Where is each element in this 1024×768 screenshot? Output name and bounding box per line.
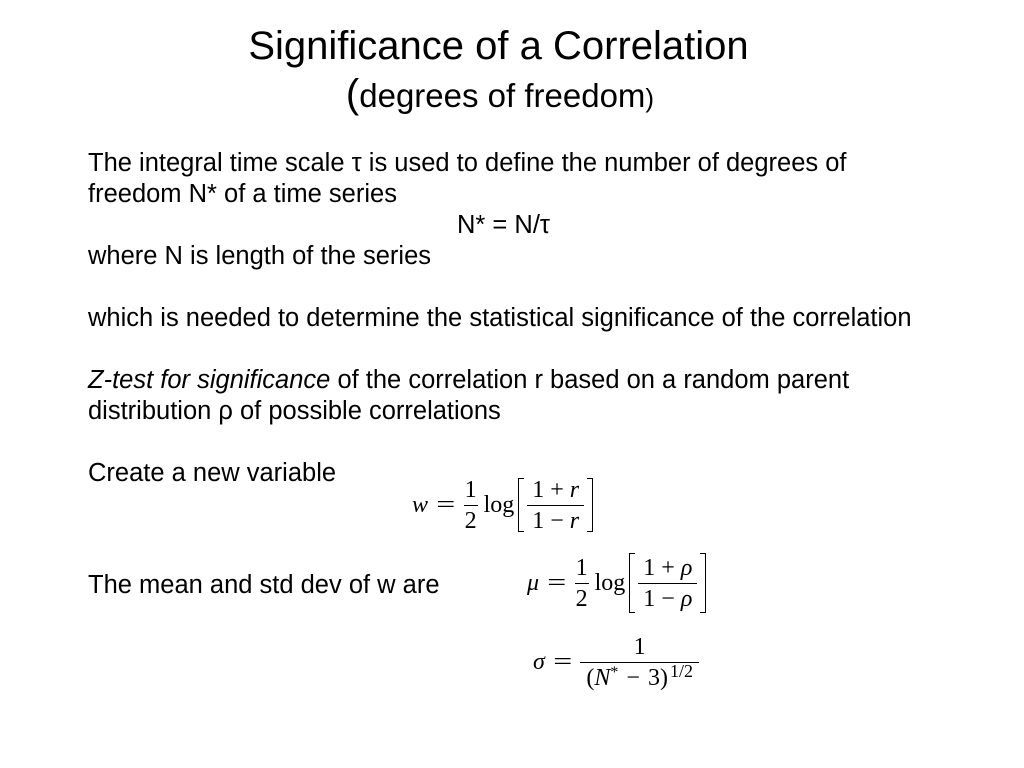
z-test-line-1-rest: of the correlation r based on a random parent (337, 366, 850, 394)
equation-w (412, 478, 593, 532)
minus-sign: − (626, 664, 640, 691)
z-test-line-1 (88, 365, 849, 396)
plus-sign: + (661, 554, 675, 581)
numerator-constant: 1 (532, 476, 545, 503)
integral-time-scale-line-2: freedom N* of a time series (88, 180, 397, 208)
right-bracket (587, 478, 593, 532)
denominator-constant: 1 (532, 507, 545, 534)
slide-title: Significance of a Correlation (248, 24, 749, 68)
numerator-constant: 1 (643, 554, 656, 581)
create-variable-line: Create a new variable (88, 459, 337, 487)
series-length-line: where N is length of the series (88, 242, 432, 270)
subtitle-close-paren: ) (645, 83, 655, 113)
rho-variable: ρ (680, 585, 693, 612)
left-bracket (629, 553, 635, 613)
one-half-fraction (575, 554, 589, 612)
ratio-fraction (527, 476, 584, 534)
degrees-of-freedom-formula: N* = N/τ (457, 211, 550, 239)
subtitle-text: degrees of freedom (359, 77, 646, 114)
minus-sign: − (550, 507, 564, 534)
r-variable: r (569, 476, 580, 503)
denominator-constant: 1 (643, 585, 656, 612)
fraction-denominator (527, 505, 584, 532)
fraction-numerator (638, 554, 697, 583)
w-variable: w (412, 492, 429, 518)
log-function: log (594, 570, 626, 596)
close-paren: ) (659, 664, 668, 691)
n-variable: N (594, 664, 611, 691)
mu-variable: μ (527, 570, 540, 596)
mean-std-line: The mean and std dev of w are (88, 571, 440, 599)
minus-sign: − (661, 585, 675, 612)
rho-variable: ρ (680, 554, 693, 581)
plus-sign: + (550, 476, 564, 503)
fraction-numerator: 1 (633, 633, 646, 660)
equals-sign: = (436, 492, 456, 518)
fraction-numerator (527, 476, 584, 505)
left-bracket (518, 478, 524, 532)
z-test-term: Z-test for significance (88, 366, 331, 394)
equation-mean (527, 553, 706, 613)
equals-sign: = (547, 570, 567, 596)
significance-need-line: which is needed to determine the statistical significance of the correlation (88, 304, 912, 332)
fraction-denominator (638, 583, 697, 610)
fraction-denominator (580, 662, 699, 689)
fraction-numerator: 1 (575, 554, 588, 581)
fraction-denominator: 2 (464, 505, 478, 532)
exponent-one-half: 1/2 (669, 660, 693, 681)
z-test-line-2: distribution ρ of possible correlations (88, 397, 501, 425)
right-bracket (700, 553, 706, 613)
constant-three: 3 (647, 664, 660, 691)
subtitle-open-paren: ( (345, 72, 360, 116)
star-superscript: * (610, 663, 619, 681)
one-half-fraction (464, 476, 478, 534)
std-dev-fraction (580, 633, 699, 691)
ratio-fraction (638, 554, 697, 612)
log-function: log (483, 492, 515, 518)
r-variable: r (569, 507, 580, 534)
integral-time-scale-line-1: The integral time scale τ is used to define the number of degrees of (88, 149, 847, 177)
fraction-denominator: 2 (575, 583, 589, 610)
open-paren: ( (586, 664, 595, 691)
fraction-numerator: 1 (464, 476, 477, 503)
equation-std-dev (533, 635, 699, 689)
sigma-variable: σ (533, 649, 545, 675)
slide-subtitle (0, 72, 1000, 120)
equals-sign: = (553, 649, 573, 675)
